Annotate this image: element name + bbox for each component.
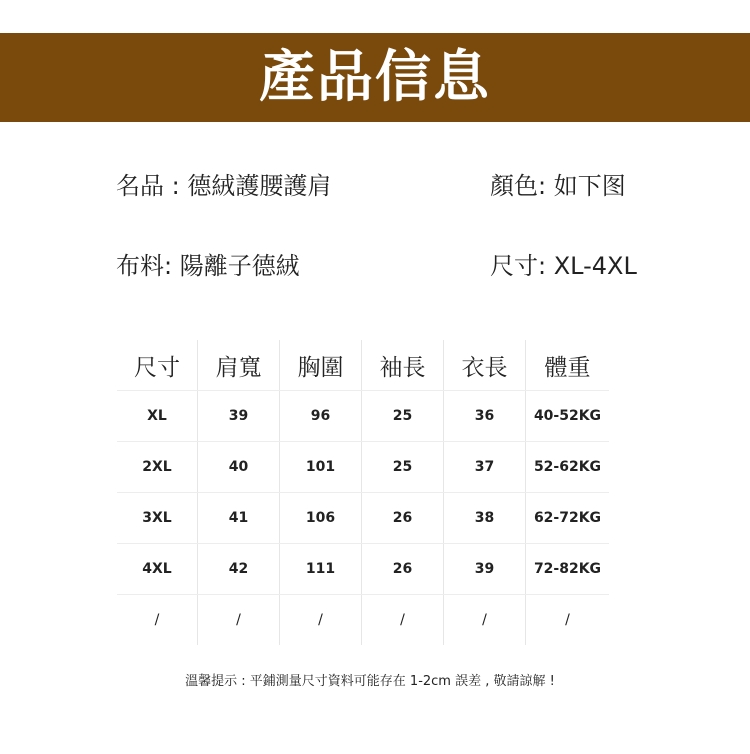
- page-title: 產品信息: [259, 45, 491, 110]
- table-cell: XL: [117, 391, 198, 442]
- header-sleeve: 袖長: [362, 340, 444, 391]
- table-cell: 52-62KG: [526, 442, 610, 493]
- table-row: [117, 595, 609, 646]
- table-cell: 3XL: [117, 493, 198, 544]
- table-cell: 42: [198, 544, 280, 595]
- header-shoulder: 肩寬: [198, 340, 280, 391]
- header-weight: 體重: [526, 340, 610, 391]
- table-cell: 41: [198, 493, 280, 544]
- header-chest: 胸圍: [280, 340, 362, 391]
- product-fabric-text: 布料: 陽離子德絨: [116, 252, 300, 280]
- product-name-text: 名品 : 德絨護腰護肩: [116, 172, 332, 200]
- header-length: 衣長: [444, 340, 526, 391]
- table-cell: 39: [444, 544, 526, 595]
- size-table: [117, 340, 609, 645]
- table-cell: 40: [198, 442, 280, 493]
- table-cell: 36: [444, 391, 526, 442]
- table-cell: 62-72KG: [526, 493, 610, 544]
- table-cell: /: [444, 595, 526, 646]
- table-cell: 25: [362, 442, 444, 493]
- table-cell: 38: [444, 493, 526, 544]
- table-cell: 111: [280, 544, 362, 595]
- table-row: [117, 442, 609, 493]
- measurement-note: 溫馨提示 : 平鋪測量尺寸資料可能存在 1-2cm 誤差 , 敬請諒解 !: [185, 674, 555, 689]
- table-cell: 37: [444, 442, 526, 493]
- title-banner: [0, 33, 750, 122]
- table-cell: 101: [280, 442, 362, 493]
- table-cell: /: [280, 595, 362, 646]
- table-cell: 4XL: [117, 544, 198, 595]
- table-cell: 39: [198, 391, 280, 442]
- table-cell: 25: [362, 391, 444, 442]
- table-row: [117, 391, 609, 442]
- table-header-row: [117, 340, 609, 391]
- table-cell: /: [198, 595, 280, 646]
- table-cell: /: [154, 612, 160, 628]
- table-cell: 40-52KG: [526, 391, 610, 442]
- table-cell: 26: [362, 493, 444, 544]
- product-size-text: 尺寸: XL-4XL: [490, 252, 637, 280]
- header-size: 尺寸: [117, 340, 198, 391]
- table-cell: /: [362, 595, 444, 646]
- table-cell: 2XL: [117, 442, 198, 493]
- table-cell: /: [526, 595, 610, 646]
- table-row: [117, 493, 609, 544]
- table-row: [117, 544, 609, 595]
- table-cell: 26: [362, 544, 444, 595]
- table-cell: 96: [280, 391, 362, 442]
- table-cell: 106: [280, 493, 362, 544]
- table-cell: 72-82KG: [526, 544, 610, 595]
- product-color-text: 顏色: 如下图: [490, 172, 626, 200]
